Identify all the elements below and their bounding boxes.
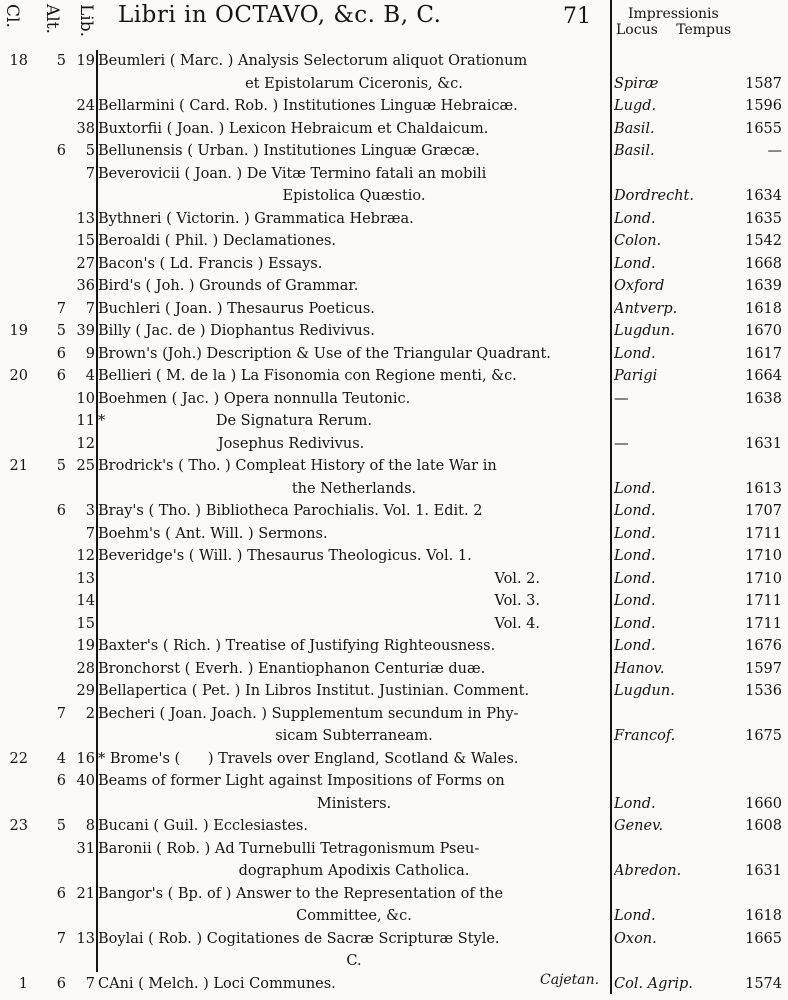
imprint-year: 1668: [745, 255, 782, 272]
imprint-year: 1597: [745, 660, 782, 677]
table-row: [0, 478, 788, 501]
imprint-place: Lugdun.: [614, 323, 675, 339]
table-row: [0, 703, 788, 726]
book-title: Buchleri ( Joan. ) Thesaurus Poeticus.: [98, 300, 375, 317]
imprint-year: 1660: [745, 795, 782, 812]
book-title: Becheri ( Joan. Joach. ) Supplementum secundum in Phy-: [98, 705, 519, 722]
imprint-year: 1655: [745, 120, 782, 137]
lib-number: 15: [76, 233, 95, 249]
book-title: Boehm's ( Ant. Will. ) Sermons.: [98, 525, 328, 542]
lib-number: 29: [76, 683, 95, 699]
imprint-year: 1596: [745, 98, 782, 114]
lib-number: 7: [85, 165, 95, 182]
lib-number: 14: [76, 593, 95, 609]
table-row: [0, 500, 788, 523]
alt-number: 6: [56, 975, 66, 992]
book-title: the Netherlands.: [291, 480, 417, 497]
lib-number: 7: [85, 525, 95, 542]
lib-number: 11: [76, 413, 95, 429]
imprint-place: Lond.: [614, 345, 656, 362]
imprint-place: Lugdun.: [614, 683, 675, 699]
imprint-place: Parigi: [614, 368, 658, 384]
book-title: sicam Subterraneam.: [275, 728, 433, 744]
imprint-place: Lond.: [614, 570, 656, 587]
table-row: [0, 905, 788, 928]
table-row: [0, 928, 788, 951]
imprint-year: 1707: [745, 503, 782, 519]
imprint-place: Lond.: [614, 210, 656, 227]
locus-label: Locus: [616, 22, 658, 38]
imprint-year: 1587: [745, 75, 782, 92]
lib-number: 16: [76, 750, 95, 767]
book-title: Baronii ( Rob. ) Ad Turnebulli Tetragonismum Pseu-: [98, 840, 480, 857]
lib-number: 25: [76, 458, 95, 474]
cl-number: 19: [9, 323, 28, 339]
book-title: Bacon's ( Ld. Francis ) Essays.: [98, 255, 323, 272]
imprint-year: 1676: [745, 638, 782, 654]
alt-number: 5: [56, 458, 66, 474]
table-row: [0, 883, 788, 906]
imprint-year: 1634: [745, 188, 782, 204]
imprint-place: Lond.: [614, 638, 656, 654]
imprint-place: Lond.: [614, 615, 656, 632]
table-row: [0, 50, 788, 73]
column-header-alt: Alt.: [42, 4, 62, 34]
imprint-year: 1711: [745, 615, 782, 632]
imprint-place: Hanov.: [614, 660, 665, 677]
imprint-place: Lond.: [614, 908, 656, 924]
book-title: Boylai ( Rob. ) Cogitationes de Sacræ Scripturæ Style.: [98, 930, 500, 947]
table-row: [0, 635, 788, 658]
table-row: [0, 973, 788, 996]
alt-number: 5: [56, 53, 66, 69]
book-title: Bangor's ( Bp. of ) Answer to the Representation of the: [98, 885, 504, 902]
book-title: Brown's (Joh.) Description & Use of the Triangular Quadrant.: [98, 345, 551, 362]
book-title: Bythneri ( Victorin. ) Grammatica Hebræa.: [98, 210, 414, 227]
table-row: [0, 793, 788, 816]
book-title: Baxter's ( Rich. ) Treatise of Justifying Righteousness.: [98, 638, 496, 654]
table-row: [0, 523, 788, 546]
table-row: [0, 320, 788, 343]
table-row: [0, 725, 788, 748]
lib-number: 13: [76, 930, 95, 947]
imprint-year: 1631: [745, 435, 782, 452]
imprint-place: Basil.: [614, 143, 655, 159]
book-title: C.: [346, 953, 362, 969]
imprint-place: Basil.: [614, 120, 655, 137]
lib-number: 10: [76, 390, 95, 407]
imprint-place: Antverp.: [614, 300, 678, 317]
imprint-year: 1639: [745, 278, 782, 294]
cl-number: 22: [9, 750, 28, 767]
table-row: [0, 388, 788, 411]
book-title: Ministers.: [316, 795, 392, 812]
imprint-place: Lond.: [614, 548, 656, 564]
table-row: [0, 185, 788, 208]
book-title: CAni ( Melch. ) Loci Communes.: [98, 975, 336, 992]
imprint-place: Lond.: [614, 593, 656, 609]
alt-number: 7: [56, 300, 66, 317]
book-title: Vol. 3.: [494, 593, 540, 609]
imprint-place: Francof.: [614, 728, 676, 744]
imprint-year: 1618: [745, 908, 782, 924]
table-row: [0, 230, 788, 253]
imprint-place: Oxon.: [614, 930, 657, 947]
column-header-cl: Cl.: [2, 4, 22, 28]
book-title: Brodrick's ( Tho. ) Compleat History of the late War in: [98, 458, 497, 474]
imprint-place: Lond.: [614, 525, 656, 542]
imprint-year: 1574: [745, 975, 782, 992]
table-row: [0, 770, 788, 793]
book-title: * De Signatura Rerum.: [98, 413, 372, 429]
imprint-year: 1635: [745, 210, 782, 227]
table-row: [0, 95, 788, 118]
lib-number: 39: [76, 323, 95, 339]
table-row: [0, 815, 788, 838]
cl-number: 1: [18, 975, 28, 992]
imprint-year: 1711: [745, 593, 782, 609]
lib-number: 7: [85, 975, 95, 992]
lib-number: 12: [76, 548, 95, 564]
lib-number: 12: [76, 435, 95, 452]
imprint-place: Colon.: [614, 233, 662, 249]
imprint-place: Lugd.: [614, 98, 657, 114]
alt-number: 6: [56, 503, 66, 519]
imprint-year: 1710: [745, 570, 782, 587]
imprint-year: 1638: [745, 390, 782, 407]
alt-number: 5: [56, 323, 66, 339]
imprint-place: Genev.: [614, 818, 664, 834]
table-row: [0, 343, 788, 366]
lib-number: 13: [76, 570, 95, 587]
lib-number: 38: [76, 120, 95, 137]
lib-number: 19: [76, 53, 95, 69]
book-title: Bronchorst ( Everh. ) Enantiophanon Centuriæ duæ.: [98, 660, 486, 677]
imprint-place: Lond.: [614, 503, 656, 519]
cl-number: 21: [9, 458, 28, 474]
alt-number: 6: [56, 773, 66, 789]
lib-number: 4: [85, 368, 95, 384]
table-row: [0, 568, 788, 591]
book-title: dographum Apodixis Catholica.: [238, 863, 470, 879]
alt-number: 4: [56, 750, 66, 767]
book-title: Bird's ( Joh. ) Grounds of Grammar.: [98, 278, 359, 294]
lib-number: 13: [76, 210, 95, 227]
table-row: [0, 433, 788, 456]
imprint-year: 1665: [745, 930, 782, 947]
book-title: Bellieri ( M. de la ) La Fisonomia con Regione menti, &c.: [98, 368, 517, 384]
imprint-year: —: [767, 143, 782, 159]
table-row: [0, 613, 788, 636]
imprint-year: 1670: [745, 323, 782, 339]
book-title: Committee, &c.: [296, 908, 412, 924]
imprint-year: 1618: [745, 300, 782, 317]
lib-number: 27: [76, 255, 95, 272]
table-row: [0, 950, 788, 973]
imprint-place: —: [614, 390, 629, 407]
book-title: Vol. 2.: [494, 570, 540, 587]
table-row: [0, 140, 788, 163]
imprint-year: 1613: [745, 480, 782, 497]
imprint-place: Spiræ: [614, 75, 659, 92]
imprint-place: Lond.: [614, 255, 656, 272]
lib-number: 36: [76, 278, 95, 294]
table-row: [0, 545, 788, 568]
table-row: [0, 208, 788, 231]
book-title: Epistolica Quæstio.: [282, 188, 426, 204]
lib-number: 15: [76, 615, 95, 632]
imprint-year: 1664: [745, 368, 782, 384]
alt-number: 6: [56, 143, 66, 159]
table-row: [0, 680, 788, 703]
lib-number: 7: [85, 300, 95, 317]
alt-number: 7: [56, 705, 66, 722]
table-row: [0, 163, 788, 186]
cl-number: 20: [9, 368, 28, 384]
book-title: Josephus Redivivus.: [98, 435, 365, 452]
book-title: Vol. 4.: [494, 615, 540, 632]
book-title: Beroaldi ( Phil. ) Declamationes.: [98, 233, 336, 249]
table-row: [0, 455, 788, 478]
alt-number: 5: [56, 818, 66, 834]
table-row: [0, 365, 788, 388]
book-title: Bellapertica ( Pet. ) In Libros Institut. Justinian. Comment.: [98, 683, 530, 699]
imprint-place: Oxford: [614, 278, 665, 294]
table-row: [0, 275, 788, 298]
table-row: [0, 838, 788, 861]
book-title: Bellarmini ( Card. Rob. ) Institutiones Linguæ Hebraicæ.: [98, 98, 518, 114]
table-row: [0, 658, 788, 681]
lib-number: 24: [76, 98, 95, 114]
lib-number: 19: [76, 638, 95, 654]
table-row: [0, 748, 788, 771]
book-title: Beveridge's ( Will. ) Thesaurus Theologicus. Vol. 1.: [98, 548, 472, 564]
book-title: Bucani ( Guil. ) Ecclesiastes.: [98, 818, 308, 834]
book-title: * Brome's ( ) Travels over England, Scotland & Wales.: [98, 750, 519, 767]
imprint-year: 1536: [745, 683, 782, 699]
table-row: [0, 253, 788, 276]
locus-tempus-labels: [616, 22, 731, 38]
alt-number: 6: [56, 368, 66, 384]
table-row: [0, 298, 788, 321]
page-title: Libri in OCTAVO, &c. B, C.: [118, 2, 442, 28]
imprint-place: Dordrecht.: [614, 188, 694, 204]
book-title: Bray's ( Tho. ) Bibliotheca Parochialis. Vol. 1. Edit. 2: [98, 503, 483, 519]
catchword: Cajetan.: [540, 972, 600, 988]
page-number: 71: [563, 4, 591, 29]
imprint-year: 1608: [745, 818, 782, 834]
book-title: Bellunensis ( Urban. ) Institutiones Linguæ Græcæ.: [98, 143, 480, 159]
table-row: [0, 590, 788, 613]
imprint-place: Lond.: [614, 795, 656, 812]
lib-number: 31: [76, 840, 95, 857]
lib-number: 8: [85, 818, 95, 834]
book-title: Buxtorfii ( Joan. ) Lexicon Hebraicum et Chaldaicum.: [98, 120, 489, 137]
cl-number: 18: [9, 53, 28, 69]
lib-number: 28: [76, 660, 95, 677]
column-header-lib: Lib.: [76, 4, 96, 38]
alt-number: 6: [56, 885, 66, 902]
table-row: [0, 860, 788, 883]
imprint-year: 1542: [745, 233, 782, 249]
book-title: Beumleri ( Marc. ) Analysis Selectorum aliquot Orationum: [98, 53, 528, 69]
table-row: [0, 118, 788, 141]
book-title: Boehmen ( Jac. ) Opera nonnulla Teutonic.: [98, 390, 411, 407]
alt-number: 7: [56, 930, 66, 947]
table-row: [0, 410, 788, 433]
imprint-year: 1631: [745, 863, 782, 879]
imprint-place: Col. Agrip.: [614, 975, 693, 992]
imprint-place: Abredon.: [614, 863, 682, 879]
tempus-label: Tempus: [676, 22, 732, 38]
cl-number: 23: [9, 818, 28, 834]
imprint-place: Lond.: [614, 480, 656, 497]
lib-number: 40: [76, 773, 95, 789]
book-title: Beverovicii ( Joan. ) De Vitæ Termino fatali an mobili: [98, 165, 487, 182]
lib-number: 5: [85, 143, 95, 159]
imprint-year: 1617: [745, 345, 782, 362]
book-title: Billy ( Jac. de ) Diophantus Redivivus.: [98, 323, 375, 339]
imprint-place: —: [614, 435, 629, 452]
impressionis-header: [616, 6, 731, 38]
imprint-year: 1711: [745, 525, 782, 542]
imprint-year: 1675: [745, 728, 782, 744]
lib-number: 2: [85, 705, 95, 722]
imprint-year: 1710: [745, 548, 782, 564]
book-title: Beams of former Light against Impositions of Forms on: [98, 773, 505, 789]
lib-number: 21: [76, 885, 95, 902]
impressionis-label: Impressionis: [628, 6, 719, 22]
table-row: [0, 73, 788, 96]
lib-number: 9: [85, 345, 95, 362]
alt-number: 6: [56, 345, 66, 362]
book-title: et Epistolarum Ciceronis, &c.: [245, 75, 463, 92]
lib-number: 3: [85, 503, 95, 519]
